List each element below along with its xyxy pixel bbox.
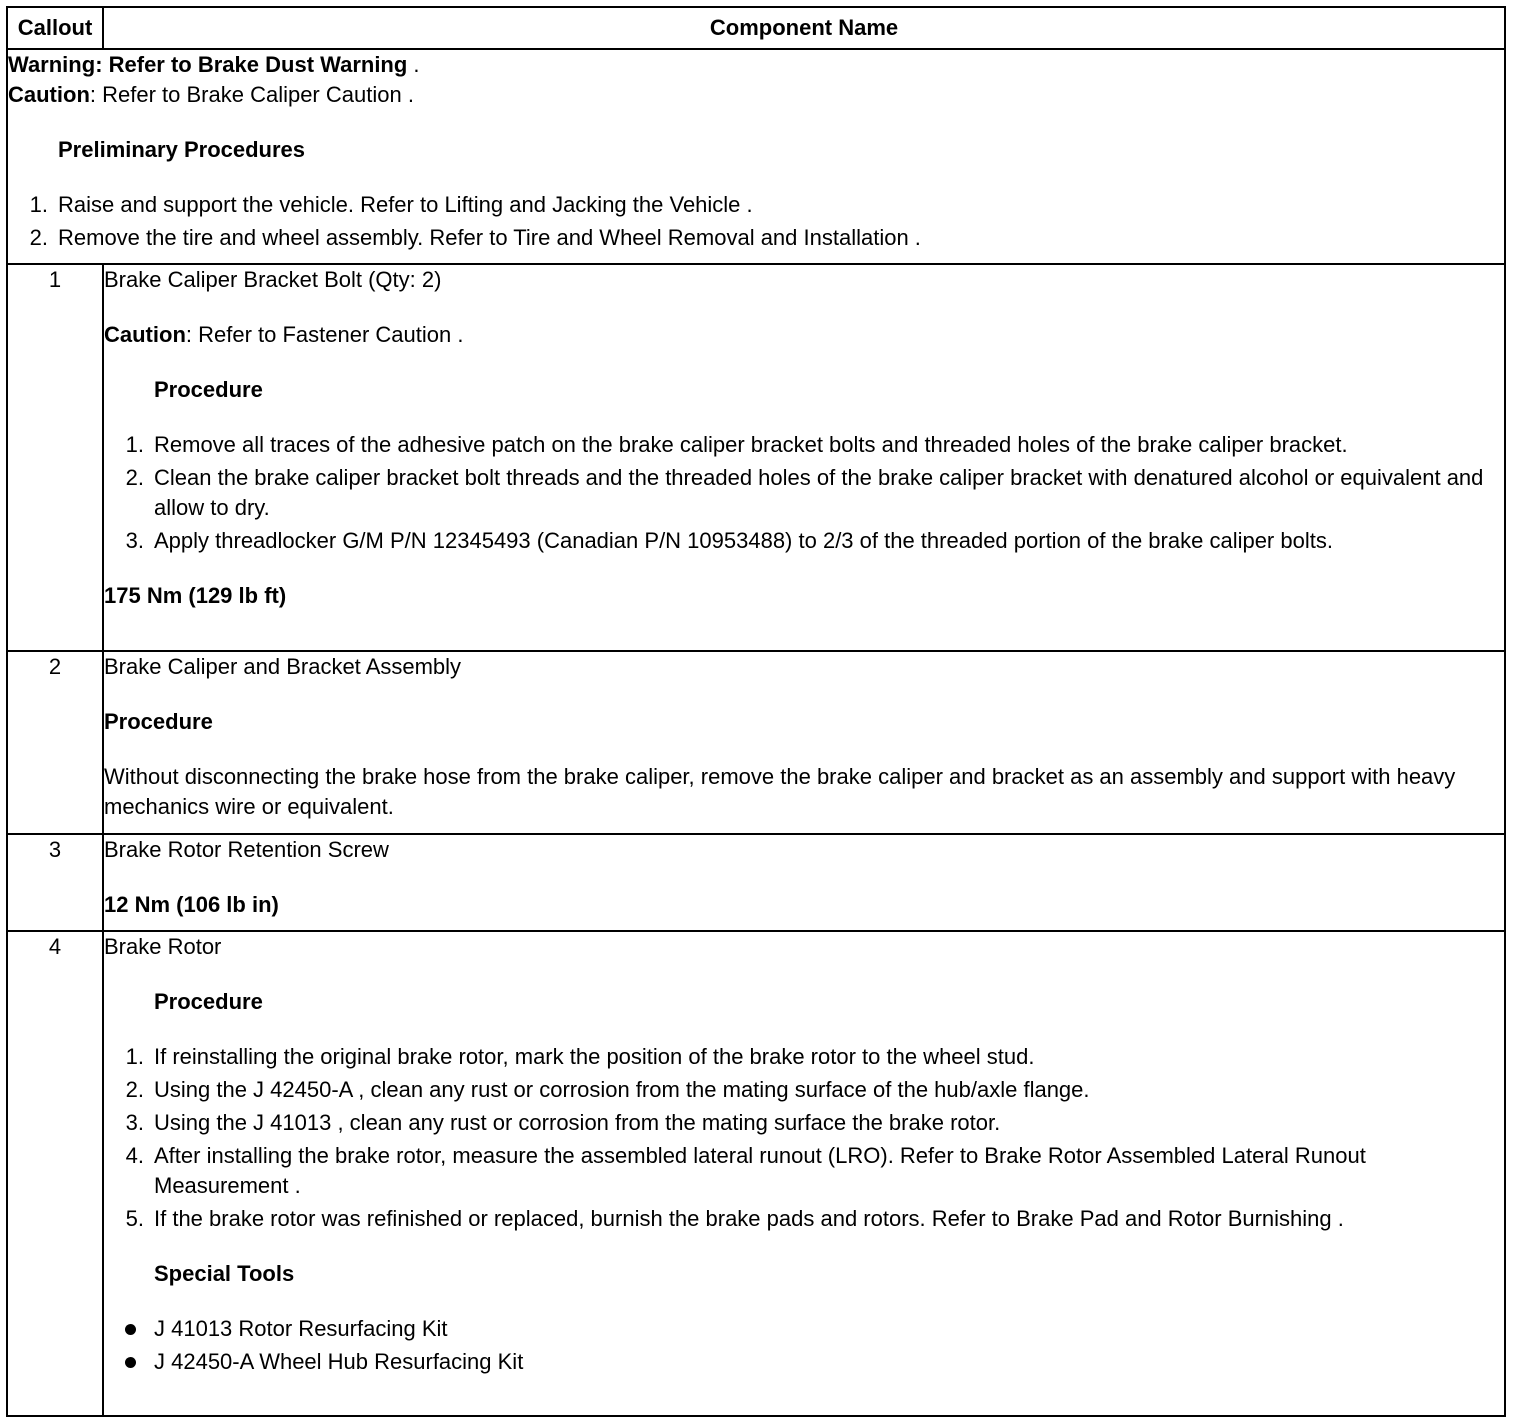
list-item: 1. Raise and support the vehicle. Refer to Lifting and Jacking the Vehicle . [29,192,753,217]
component-table [6,6,1506,1417]
procedure-text: Without disconnecting the brake hose from the brake caliper, remove the brake caliper and bracket as an assembly and support with heavy mechanics wire or equivalent. [104,764,1456,819]
component-title: Brake Rotor [104,934,222,959]
caution-line [8,80,1504,110]
table-row [7,651,1505,834]
list-item: 3. Using the J 41013 , clean any rust or corrosion from the mating surface the brake rotor. [125,1110,1001,1135]
component-cell [103,651,1505,834]
component-cell [103,264,1505,651]
list-item: 4. After installing the brake rotor, measure the assembled lateral runout (LRO). Refer to Brake Rotor Assembled Lateral Runout Measurement . [125,1143,1366,1198]
list-item: 1. If reinstalling the original brake rotor, mark the position of the brake rotor to the wheel stud. [125,1044,1035,1069]
warning-label: Warning [8,52,96,77]
warning-line: Warning: Refer to Brake Dust Warning . [8,52,420,77]
bullet-icon [125,1357,136,1368]
component-title: Brake Rotor Retention Screw [104,837,389,862]
table-header-row [7,7,1505,49]
list-item: 2. Remove the tire and wheel assembly. Refer to Tire and Wheel Removal and Installation . [29,225,921,250]
list-item: 1. Remove all traces of the adhesive patch on the brake caliper bracket bolts and threaded holes of the brake caliper bracket. [125,432,1348,457]
caution-text: : Refer to Brake Caliper Caution . [89,82,414,107]
procedure-heading: Procedure [154,377,263,402]
special-tools-list [104,1314,1504,1377]
component-title: Brake Caliper and Bracket Assembly [104,654,462,679]
preliminary-cell [7,49,1505,264]
preliminary-steps [8,190,1504,253]
procedure-heading: Procedure [104,709,213,734]
list-item: 2. Clean the brake caliper bracket bolt threads and the threaded holes of the brake caliper bracket with denatured alcohol or equivalent and allow to dry. [125,465,1484,520]
component-title: Brake Caliper Bracket Bolt (Qty: 2) [104,267,442,292]
torque-spec: 175 Nm (129 lb ft) [104,583,287,608]
caution-line: Caution: Refer to Fastener Caution . [104,322,464,347]
callout-number: 2 [7,651,103,834]
list-item: 2. Using the J 42450-A , clean any rust or corrosion from the mating surface of the hub/axle flange. [125,1077,1090,1102]
preliminary-heading: Preliminary Procedures [58,137,306,162]
table-row [7,931,1505,1416]
callout-header: Callout [7,7,103,49]
procedure-steps [104,430,1504,556]
special-tools-heading: Special Tools [154,1261,295,1286]
callout-number: 4 [7,931,103,1416]
callout-number: 1 [7,264,103,651]
torque-spec: 12 Nm (106 lb in) [104,892,279,917]
table-row [7,264,1505,651]
list-item: 5. If the brake rotor was refinished or replaced, burnish the brake pads and rotors. Refer to Brake Pad and Rotor Burnishing . [125,1206,1344,1231]
preliminary-row [7,49,1505,264]
component-name-header: Component Name [103,7,1505,49]
table-row [7,834,1505,931]
warning-text: : Refer to Brake Dust Warning [95,52,408,77]
procedure-heading: Procedure [154,989,263,1014]
component-cell [103,931,1505,1416]
caution-label: Caution [8,82,90,107]
callout-number: 3 [7,834,103,931]
bullet-icon [125,1324,136,1335]
component-cell [103,834,1505,931]
list-item: 3. Apply threadlocker G/M P/N 12345493 (Canadian P/N 10953488) to 2/3 of the threaded portion of the brake caliper bolts. [125,528,1333,553]
list-item: J 42450-A Wheel Hub Resurfacing Kit [104,1347,1504,1377]
procedure-steps [104,1042,1504,1234]
list-item: J 41013 Rotor Resurfacing Kit [104,1314,1504,1344]
